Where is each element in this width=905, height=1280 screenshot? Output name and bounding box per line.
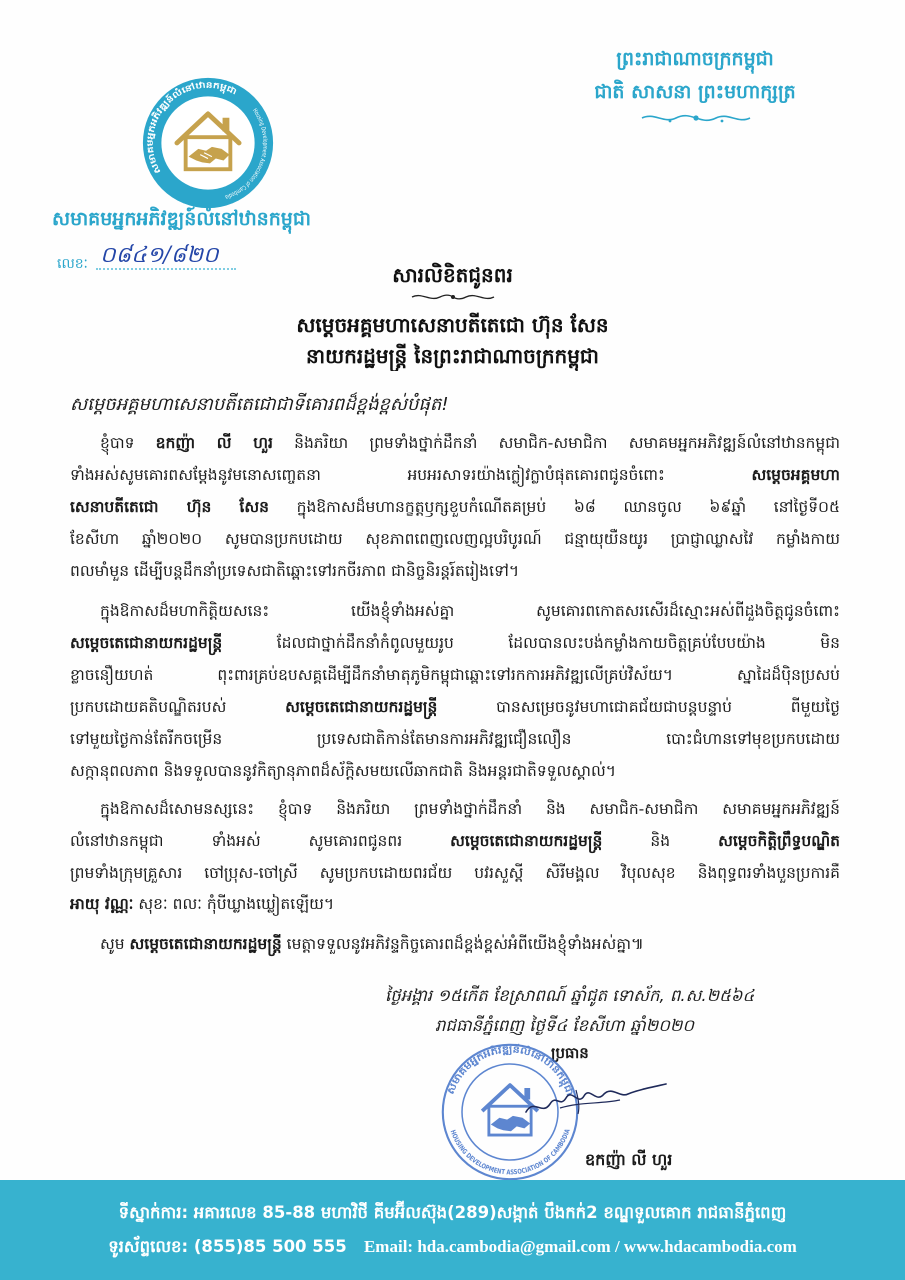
- lunar-date: ថ្ងៃអង្គារ ១៥កើត ខែស្រាពណ៍ ឆ្នាំជូត ទោស័ក, ព.ស.២៥៦៤: [385, 986, 755, 1005]
- paragraph-2-line-4: ប្រកបដោយគតិបណ្ឌិតរបស់ សម្តេចតេជោនាយករដ្ឋមន្ត្រី បានសម្រេចនូវមហាជោគជ័យជាបន្តបន្ទាប់ ពីមួយថ្ងៃ: [70, 698, 840, 716]
- signatory-name: ឧកញ៉ា លី ហួរ: [585, 1150, 673, 1169]
- reference-label: លេខៈ: [57, 256, 88, 272]
- footer-contact-line: [20, 1230, 885, 1264]
- title-ornament-icon: [410, 291, 496, 303]
- paragraph-2-line-6: សក្កានុពលភាព និងទទួលបាននូវកិត្យានុភាពដ៏ស័ក្តិសមយលើឆាកជាតិ និងអន្តរជាតិទទួលស្គាល់។: [70, 762, 616, 780]
- paragraph-1-line-1: ខ្ញុំបាទ ឧកញ៉ា លី ហួរ និងភរិយា ព្រមទាំងថ្នាក់ដឹកនាំ សមាជិក-សមាជិកា សមាគមអ្នកអភិវឌ្ឍន៍លំនៅឋានកម្ពុជា: [100, 434, 840, 452]
- paragraph-2-line-5: ទៅមួយថ្ងៃកាន់តែរីកចម្រើន ប្រទេសជាតិកាន់តែមានការអភិវឌ្ឍជឿនលឿន បោះជំហានទៅមុខប្រកបដោយ: [70, 730, 840, 748]
- footer-phone: ទូរស័ព្ទលេខ: (855)85 500 555: [108, 1237, 347, 1256]
- paragraph-2-line-1: ក្នុងឱកាសដ៏មហាកិត្តិយសនេះ យើងខ្ញុំទាំងអស់គ្នា សូមគោរពកោតសរសើរដ៏ស្មោះអស់ពីដួងចិត្តជូនចំពោះ: [100, 602, 840, 620]
- signatory-position: ប្រធាន: [551, 1044, 589, 1062]
- logo-khmer-ring-text: សមាគមអ្នកអភិវឌ្ឍន៍លំនៅឋានកម្ពុជា: [144, 79, 237, 176]
- paragraph-2-line-3: ខ្លាចនឿយហត់ ពុះពារគ្រប់ឧបសគ្គដើម្បីដឹកនាំមាតុភូមិកម្ពុជាឆ្ពោះទៅរកការអភិវឌ្ឍលើគ្រប់វិស័យ។ ស្នាដៃដ៏ប៉ិនប្រសប់: [70, 666, 840, 684]
- paragraph-1-line-4: ខែសីហា ឆ្នាំ២០២០ សូមបានប្រកបដោយ សុខភាពពេញលេញល្អបរិបូរណ៍ ជន្មាយុយឺនយូរ ប្រាជ្ញាឈ្លាសវៃ កម្លាំងកាយ: [70, 530, 840, 548]
- kingdom-title: ព្រះរាជាណាចក្រកម្ពុជា: [616, 48, 774, 70]
- recipient-name: សម្តេចអគ្គមហាសេនាបតីតេជោ ហ៊ុន សែន: [296, 313, 609, 337]
- salutation: សម្តេចអគ្គមហាសេនាបតីតេជោជាទីគោរពដ៏ខ្ពង់ខ្ពស់បំផុត!: [70, 394, 449, 415]
- national-motto: ជាតិ សាសនា ព្រះមហាក្សត្រ: [594, 81, 796, 103]
- logo-english-ring-text: Housing Development Association of Cambodia: [223, 107, 269, 201]
- paragraph-3-line-1: ក្នុងឱកាសដ៏សោមនស្សនេះ ខ្ញុំបាទ និងភរិយា ព្រមទាំងថ្នាក់ដឹកនាំ និង សមាជិក-សមាជិកា សមាគមអ្នកអភិវឌ្ឍន៍: [100, 800, 840, 818]
- stamp-khmer-ring-text: សមាគមអ្នកអភិវឌ្ឍន៍លំនៅឋានកម្ពុជា: [445, 1044, 575, 1096]
- document-type-title: សារលិខិតជូនពរ: [392, 263, 513, 287]
- stamp-english-ring-text: HOUSING DEVELOPMENT ASSOCIATION OF CAMBODIA: [448, 1126, 573, 1177]
- footer-band: [0, 1180, 905, 1280]
- reference-number-handwritten: ០៨៤១/៨២០: [100, 243, 219, 268]
- footer-email-website: Email: hda.cambodia@gmail.com / www.hdacambodia.com: [363, 1237, 797, 1256]
- closing-line: សូម សម្តេចតេជោនាយករដ្ឋមន្ត្រី មេត្តាទទួលនូវអភិវន្ទកិច្ចគោរពដ៏ខ្ពង់ខ្ពស់អំពីយើងខ្ញុំទាំងអស់គ្នា៕: [100, 935, 644, 953]
- paragraph-3-line-3: ព្រមទាំងក្រុមគ្រួសារ ចៅប្រុស-ចៅស្រី សូមប្រកបដោយពរជ័យ បវរសួស្តី សិរីមង្គល វិបុលសុខ និងពុទ្ធពរទាំងបួនប្រការគឺ: [70, 864, 840, 882]
- organization-name: សមាគមអ្នកអភិវឌ្ឍន៍លំនៅឋានកម្ពុជា: [52, 208, 311, 230]
- paragraph-1-line-5: ពលមាំមួន ដើម្បីបន្តដឹកនាំប្រទេសជាតិឆ្ពោះទៅរកចីរភាព ជានិច្ចនិរន្តរ៍តរៀងទៅ។: [70, 562, 520, 580]
- solar-date-place: រាជធានីភ្នំពេញ ថ្ងៃទី៤ ខែសីហា ឆ្នាំ២០២០: [435, 1016, 695, 1035]
- paragraph-3-line-2: លំនៅឋានកម្ពុជា ទាំងអស់ សូមគោរពជូនពរ សម្តេចតេជោនាយករដ្ឋមន្ត្រី និង សម្តេចកិត្តិព្រឹទ្ធបណ្ឌិត: [70, 832, 840, 850]
- recipient-position: នាយករដ្ឋមន្ត្រី នៃព្រះរាជាណាចក្រកម្ពុជា: [306, 344, 599, 368]
- paragraph-1-line-3: សេនាបតីតេជោ ហ៊ុន សែន ក្នុងឱកាសដ៏មហានក្ខត្តឫក្សខួបកំណើតគម្រប់ ៦៨ ឈានចូល ៦៩ឆ្នាំ នៅថ្ងៃទី០៥: [70, 498, 840, 516]
- ornament-divider-icon: [640, 110, 752, 126]
- paragraph-1-line-2: ទាំងអស់សូមគោរពសម្តែងនូវមនោសញ្ចេតនា អបអរសាទរយ៉ាងក្លៀវក្លាបំផុតគោរពជូនចំពោះ សម្តេចអគ្គមហា: [70, 466, 840, 484]
- paragraph-2-line-2: សម្តេចតេជោនាយករដ្ឋមន្ត្រី ដែលជាថ្នាក់ដឹកនាំកំពូលមួយរូប ដែលបានលះបង់កម្លាំងកាយចិត្តគ្រប់បែបយ៉ាង មិន: [70, 634, 840, 652]
- signature-icon: [520, 1068, 670, 1128]
- footer-address: ទីស្នាក់ការ: អគារលេខ 85-88 មហាវិថី គីមអ៊ីលស៊ុង(289)សង្កាត់ បឹងកក់2 ខណ្ឌទួលគោក រាជធានីភ្នំពេញ: [118, 1203, 787, 1222]
- house-handshake-logo-icon: [140, 75, 276, 211]
- paragraph-3-line-4: អាយុ វណ្ណៈ សុខៈ ពលៈ កុំបីឃ្លាងឃ្លៀតឡើយ។: [70, 895, 335, 913]
